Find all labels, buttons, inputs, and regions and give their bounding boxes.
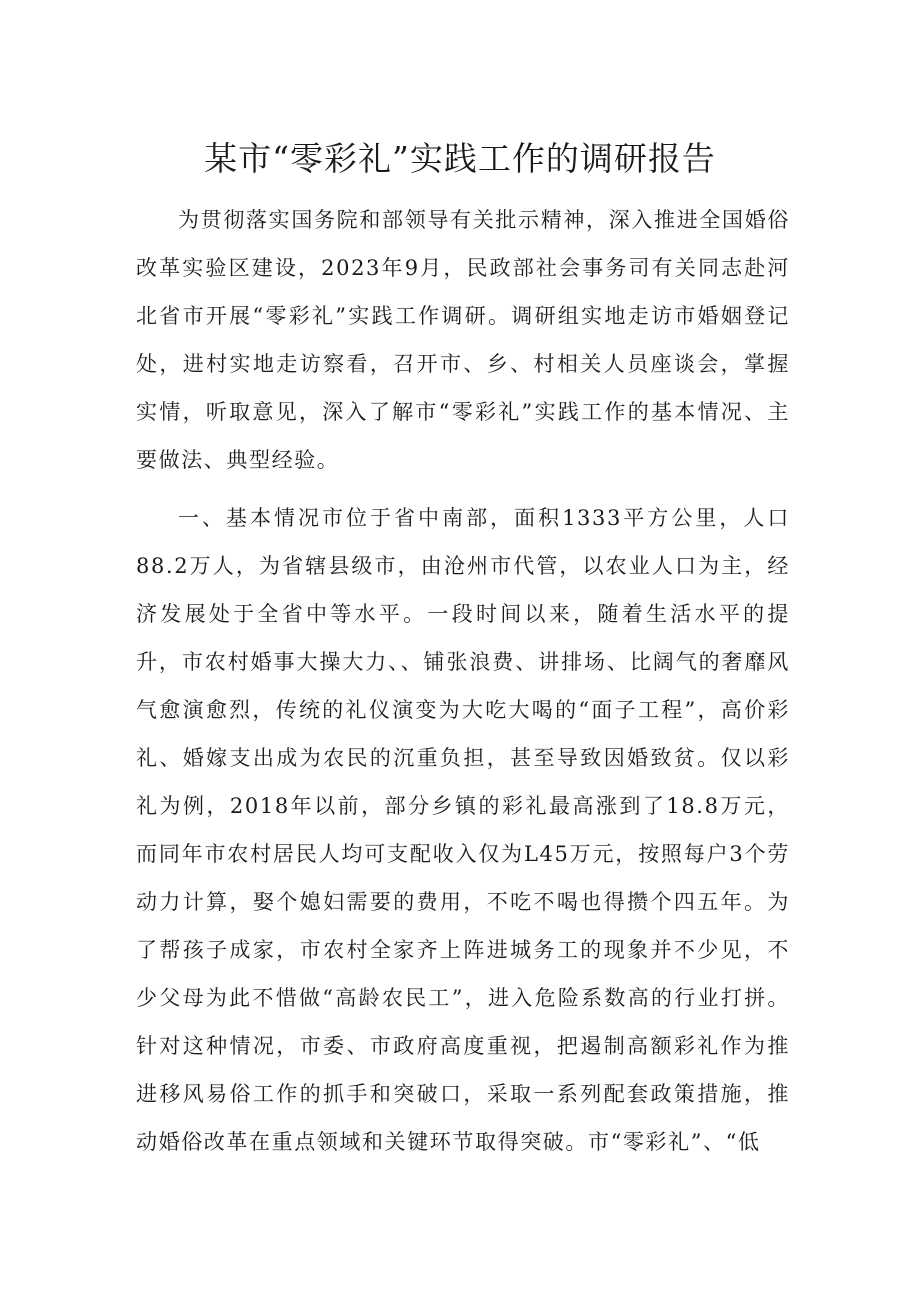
document-title: 某市“零彩礼”实践工作的调研报告 [204, 139, 716, 178]
paragraph-basic-situation: 一、基本情况市位于省中南部，面积1333平方公里，人口88.2万人，为省辖县级市，由沧州市代管，以农业人口为主，经济发展处于全省中等水平。一段时间以来，随着生活水平的提升，市农村婚事大操大力、、铺张浪费、讲排场、比阔气的奢靡风气愈演愈烈，传统的礼仪演变为大吃大喝的“面子工程”，高价彩礼、婚嫁支出成为农民的沉重负担，甚至导致因婚致贫。仅以彩礼为例，2018年以前，部分乡镇的彩礼最高涨到了18.8万元，而同年市农村居民人均可支配收入仅为L45万元，按照每户3个劳动力计算，娶个媳妇需要的费用，不吃不喝也得攒个四五年。为了帮孩子成家，市农村全家齐上阵进城务工的现象并不少见，不少父母为此不惜做“高龄农民工”，进入危险系数高的行业打拼。针对这种情况，市委、市政府高度重视，把遏制高额彩礼作为推进移风易俗工作的抓手和突破口，采取一系列配套政策措施，推动婚俗改革在重点领域和关键环节取得突破。市“零彩礼”、“低 [136, 506, 790, 1154]
paragraph-intro: 为贯彻落实国务院和部领导有关批示精神，深入推进全国婚俗改革实验区建设，2023年9月，民政部社会事务司有关同志赴河北省市开展“零彩礼”实践工作调研。调研组实地走访市婚姻登记处，进村实地走访察看，召开市、乡、村相关人员座谈会，掌握实情，听取意见，深入了解市“零彩礼”实践工作的基本情况、主要做法、典型经验。 [136, 208, 790, 472]
